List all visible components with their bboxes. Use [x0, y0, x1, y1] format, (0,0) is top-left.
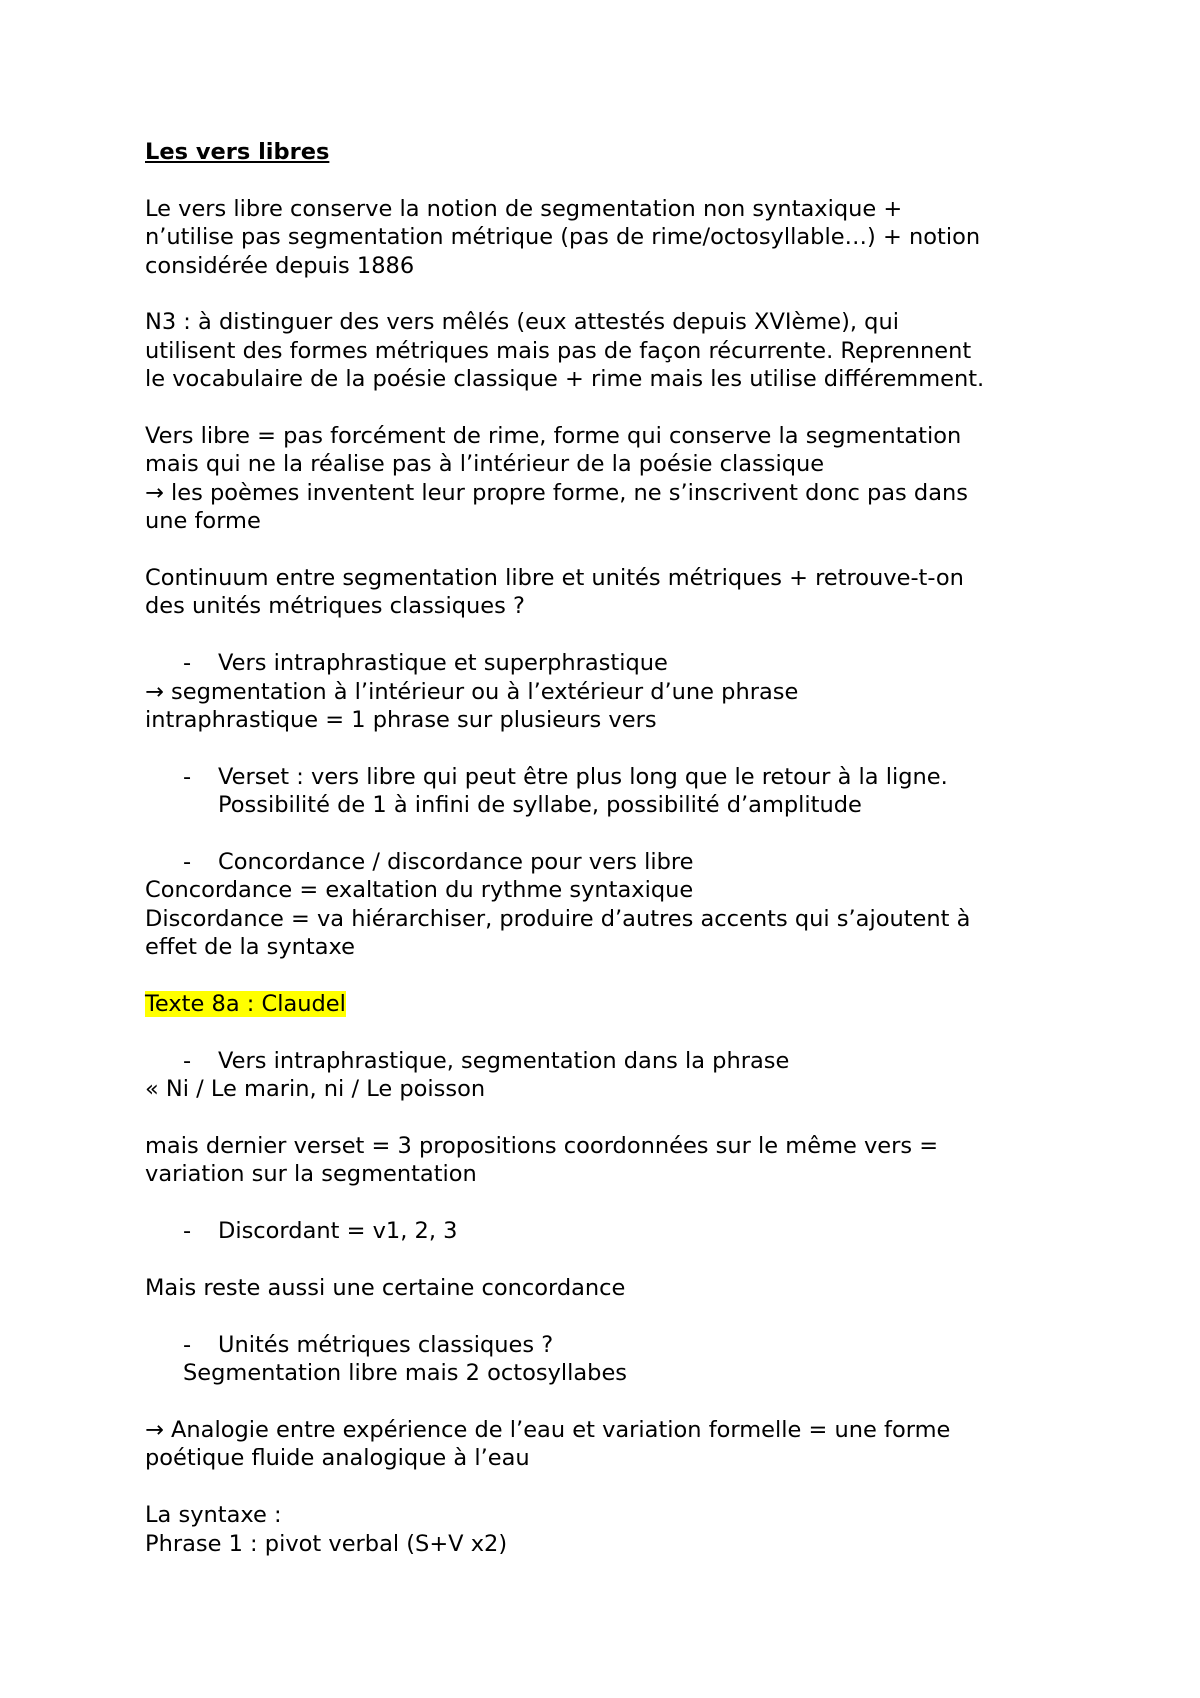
paragraph-line: Mais reste aussi une certaine concordance [145, 1275, 626, 1302]
paragraph-line: N3 : à distinguer des vers mêlés (eux attestés depuis XVIème), qui [145, 309, 899, 336]
section-heading [145, 990, 1075, 1018]
bullet-dash: - [183, 849, 192, 876]
paragraph-line: effet de la syntaxe [145, 934, 356, 961]
paragraph-line: une forme [145, 508, 261, 535]
paragraph-line: Vers libre = pas forcément de rime, forme qui conserve la segmentation [145, 423, 962, 450]
highlighted-heading: Texte 8a : Claudel [145, 991, 346, 1018]
list-item [145, 763, 1075, 791]
list-item [145, 848, 1075, 876]
list-item [145, 1217, 1075, 1245]
list-item [145, 1047, 1075, 1075]
list-item-text: Concordance / discordance pour vers libre [218, 849, 694, 876]
paragraph-line: variation sur la segmentation [145, 1161, 477, 1188]
indented-line: Segmentation libre mais 2 octosyllabes [183, 1360, 628, 1387]
paragraph-line: considérée depuis 1886 [145, 252, 415, 279]
paragraph-line: n’utilise pas segmentation métrique (pas de rime/octosyllable…) + notion [145, 224, 981, 251]
arrow-line: → Analogie entre expérience de l’eau et variation formelle = une forme [145, 1417, 951, 1444]
bullet-dash: - [183, 1047, 192, 1074]
arrow-line: → segmentation à l’intérieur ou à l’extérieur d’une phrase [145, 678, 799, 705]
arrow-line: → les poèmes inventent leur propre forme, ne s’inscrivent donc pas dans [145, 479, 968, 506]
paragraph-line: Le vers libre conserve la notion de segmentation non syntaxique + [145, 195, 903, 222]
bullet-dash: - [183, 763, 192, 790]
paragraph-line: Concordance = exaltation du rythme syntaxique [145, 877, 694, 904]
document-title: Les vers libres [145, 139, 330, 165]
paragraph-line: mais dernier verset = 3 propositions coordonnées sur le même vers = [145, 1133, 939, 1160]
quote-line: « Ni / Le marin, ni / Le poisson [145, 1076, 486, 1103]
paragraph-line: poétique fluide analogique à l’eau [145, 1445, 530, 1472]
bullet-dash: - [183, 1218, 192, 1245]
list-item-text: Discordant = v1, 2, 3 [218, 1218, 458, 1245]
paragraph-line: le vocabulaire de la poésie classique + rime mais les utilise différemment. [145, 366, 985, 393]
list-item [145, 1331, 1075, 1359]
list-item [145, 649, 1075, 677]
paragraph-line: utilisent des formes métriques mais pas de façon récurrente. Reprennent [145, 337, 972, 364]
paragraph-line: Phrase 1 : pivot verbal (S+V x2) [145, 1530, 508, 1557]
list-item-text: Vers intraphrastique et superphrastique [218, 650, 668, 677]
list-item-text: Unités métriques classiques ? [218, 1331, 554, 1358]
list-item-continuation: Possibilité de 1 à infini de syllabe, possibilité d’amplitude [218, 792, 862, 819]
paragraph-line: intraphrastique = 1 phrase sur plusieurs vers [145, 707, 657, 734]
paragraph-line: La syntaxe : [145, 1502, 282, 1529]
paragraph-line: mais qui ne la réalise pas à l’intérieur de la poésie classique [145, 451, 825, 478]
paragraph-line: des unités métriques classiques ? [145, 593, 525, 620]
bullet-dash: - [183, 650, 192, 677]
paragraph-line: Discordance = va hiérarchiser, produire d’autres accents qui s’ajoutent à [145, 905, 971, 932]
document-page [145, 138, 1075, 1558]
list-item-text: Vers intraphrastique, segmentation dans la phrase [218, 1047, 790, 1074]
paragraph-line: Continuum entre segmentation libre et unités métriques + retrouve-t-on [145, 565, 964, 592]
bullet-dash: - [183, 1331, 192, 1358]
list-item-text: Verset : vers libre qui peut être plus long que le retour à la ligne. [218, 763, 948, 790]
